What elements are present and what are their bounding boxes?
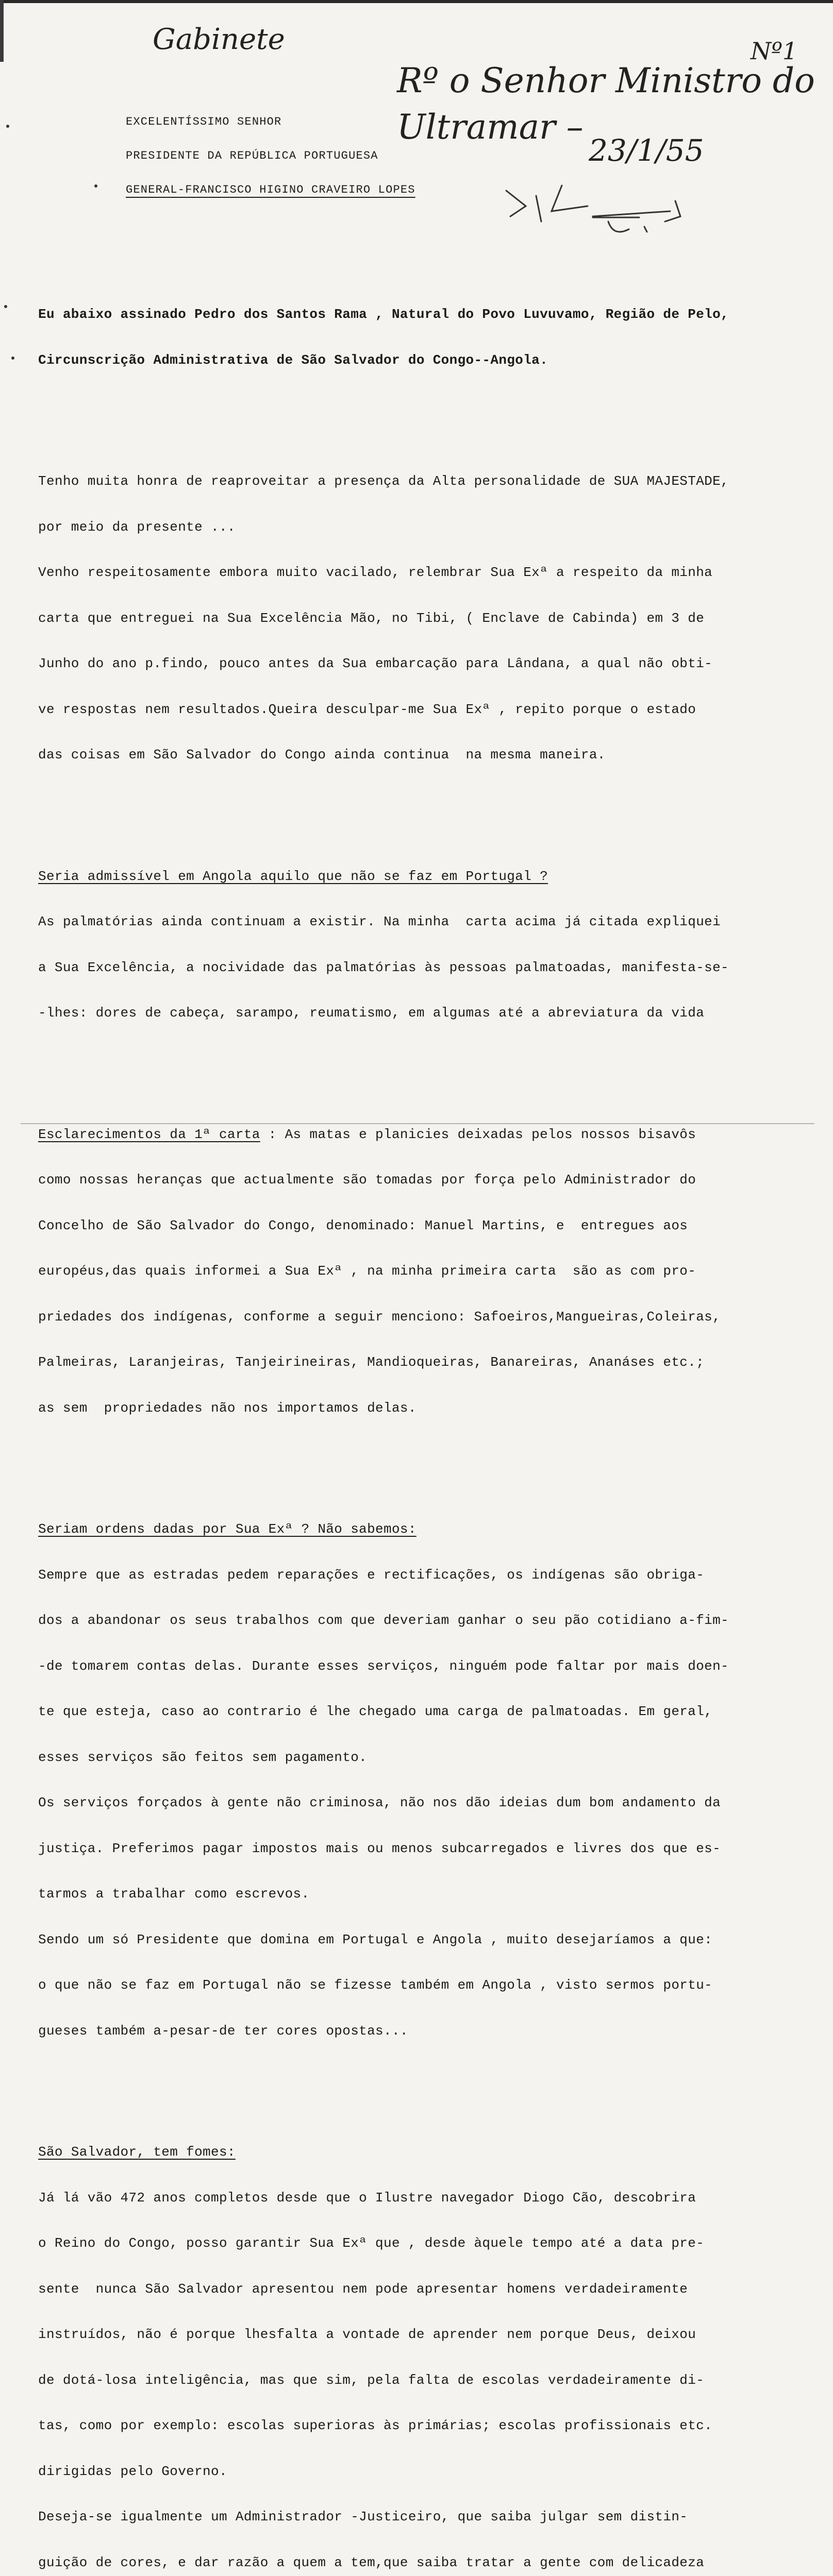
text-line: esses serviços são feitos sem pagamento. <box>38 1749 368 1765</box>
scan-top-edge <box>0 0 833 3</box>
text-line: as sem propriedades não nos importamos delas. <box>38 1400 416 1416</box>
text-line: carta que entreguei na Sua Excelência Mão, no Tibi, ( Enclave de Cabinda) em 3 de <box>38 610 705 626</box>
text-line: dirigidas pelo Governo. <box>38 2463 227 2479</box>
section-esclarecimentos <box>38 1097 801 1447</box>
text-line: sente nunca São Salvador apresentou nem pode apresentar homens verdadeiramente <box>38 2281 688 2297</box>
letter-body <box>38 246 801 2576</box>
section-heading <box>38 1522 801 1537</box>
section-ordens <box>38 1492 801 2069</box>
text-line: ve respostas nem resultados.Queira desculpar-me Sua Exª , repito porque o estado <box>38 701 696 717</box>
text-line: As palmatórias ainda continuam a existir. Na minha carta acima já citada expliquei <box>38 914 721 929</box>
paragraph-intro <box>38 277 801 398</box>
text-line: Deseja-se igualmente um Administrador -Justiceiro, que saiba julgar sem distin- <box>38 2509 688 2524</box>
text-line: como nossas heranças que actualmente são tomadas por força pelo Administrador do <box>38 1172 696 1188</box>
text-line: a Sua Excelência, a nocividade das palmatórias às pessoas palmatoadas, manifesta-se- <box>38 959 729 975</box>
handwritten-note-line1: Rº o Senhor Ministro do <box>397 61 815 100</box>
text-line: Eu abaixo assinado Pedro dos Santos Rama , Natural do Povo Luvuvamo, Região de Pelo, <box>38 307 729 322</box>
text-line: justiça. Preferimos pagar impostos mais ou menos subcarregados e livres dos que es- <box>38 1840 721 1856</box>
text-line: -de tomarem contas delas. Durante esses serviços, ninguém pode faltar por mais doen- <box>38 1658 729 1674</box>
text-line: Concelho de São Salvador do Congo, denominado: Manuel Martins, e entregues aos <box>38 1217 688 1233</box>
section-palmatorias <box>38 839 801 1052</box>
text-line: Venho respeitosamente embora muito vacilado, relembrar Sua Exª a respeito da minha <box>38 565 713 580</box>
heading-text: Seria admissível em Angola aquilo que não se faz em Portugal ? <box>38 868 548 884</box>
page-number: Nº1 <box>751 37 798 65</box>
heading-text: São Salvador, tem fomes: <box>38 2144 236 2160</box>
text-line: Sendo um só Presidente que domina em Portugal e Angola , muito desejaríamos a que: <box>38 1931 713 1947</box>
text-line: priedades dos indígenas, conforme a seguir menciono: Safoeiros,Mangueiras,Coleiras, <box>38 1309 721 1325</box>
heading-text: Seriam ordens dadas por Sua Exª ? Não sabemos: <box>38 1521 416 1537</box>
text-line: européus,das quais informei a Sua Exª , na minha primeira carta são as com pro- <box>38 1263 696 1279</box>
text-line: instruídos, não é porque lhesfalta a vontade de aprender nem porque Deus, deixou <box>38 2327 696 2342</box>
handwritten-date: 23/1/55 <box>589 133 704 168</box>
paragraph-request <box>38 444 801 793</box>
text-line: Tenho muita honra de reaproveitar a presença da Alta personalidade de SUA MAJESTADE, <box>38 473 729 489</box>
text-line: te que esteja, caso ao contrario é lhe chegado uma carga de palmatoadas. Em geral, <box>38 1704 713 1719</box>
text-line: o que não se faz em Portugal não se fizesse também em Angola , visto sermos portu- <box>38 1977 713 1993</box>
handwritten-note-line2: Ultramar – <box>397 107 584 147</box>
text-line: dos a abandonar os seus trabalhos com que deveriam ganhar o seu pão cotidiano a-fim- <box>38 1613 729 1628</box>
text-line: Os serviços forçados à gente não criminosa, não nos dão ideias dum bom andamento da <box>38 1795 721 1810</box>
text-line: Sempre que as estradas pedem reparações e rectificações, os indígenas são obriga- <box>38 1567 705 1583</box>
text-line: o Reino do Congo, posso garantir Sua Exª que , desde àquele tempo até a data pre- <box>38 2235 705 2251</box>
text-line: tas, como por exemplo: escolas superioras às primárias; escolas profissionais etc. <box>38 2418 713 2433</box>
text-line: por meio da presente ... <box>38 519 236 535</box>
section-fomes <box>38 2114 801 2576</box>
address-line-1: EXCELENTÍSSIMO SENHOR <box>126 115 282 128</box>
scan-speck <box>11 357 14 360</box>
text-line: Circunscrição Administrativa de São Salvador do Congo--Angola. <box>38 352 548 368</box>
text-line: -lhes: dores de cabeça, sarampo, reumatismo, em algumas até a abreviatura da vida <box>38 1005 705 1021</box>
scan-bottom-edge <box>21 1123 814 1124</box>
handwritten-signature <box>505 180 722 237</box>
text-line: guição de cores, e dar razão a quem a tem,que saiba tratar a gente com delicadeza <box>38 2554 705 2570</box>
text-line: Junho do ano p.findo, pouco antes da Sua embarcação para Lândana, a qual não obti- <box>38 656 713 671</box>
address-line-2: PRESIDENTE DA REPÚBLICA PORTUGUESA <box>126 149 378 162</box>
text-line: das coisas em São Salvador do Congo ainda continua na mesma maneira. <box>38 747 606 762</box>
heading-continuation: : As matas e planicies deixadas pelos nossos bisavôs <box>260 1126 696 1142</box>
text-line: Já lá vão 472 anos completos desde que o Ilustre navegador Diogo Cão, descobrira <box>38 2190 696 2206</box>
section-heading <box>38 2145 801 2160</box>
text-line: gueses também a-pesar-de ter cores opostas... <box>38 2023 408 2039</box>
text-line: Palmeiras, Laranjeiras, Tanjeirineiras, Mandioqueiras, Banareiras, Ananáses etc.; <box>38 1354 705 1370</box>
address-line-3: GENERAL-FRANCISCO HIGINO CRAVEIRO LOPES <box>126 183 415 196</box>
scan-speck <box>94 184 97 188</box>
scan-speck <box>4 305 7 308</box>
scan-left-edge <box>0 0 4 62</box>
heading-text: Esclarecimentos da 1ª carta <box>38 1126 260 1142</box>
text-line: tarmos a trabalhar como escrevos. <box>38 1886 310 1902</box>
section-heading <box>38 869 801 885</box>
text-line: de dotá-losa inteligência, mas que sim, pela falta de escolas verdadeiramente di- <box>38 2372 705 2388</box>
handwritten-name: Gabinete <box>153 23 285 56</box>
section-heading <box>38 1127 801 1143</box>
scan-speck <box>6 125 9 128</box>
